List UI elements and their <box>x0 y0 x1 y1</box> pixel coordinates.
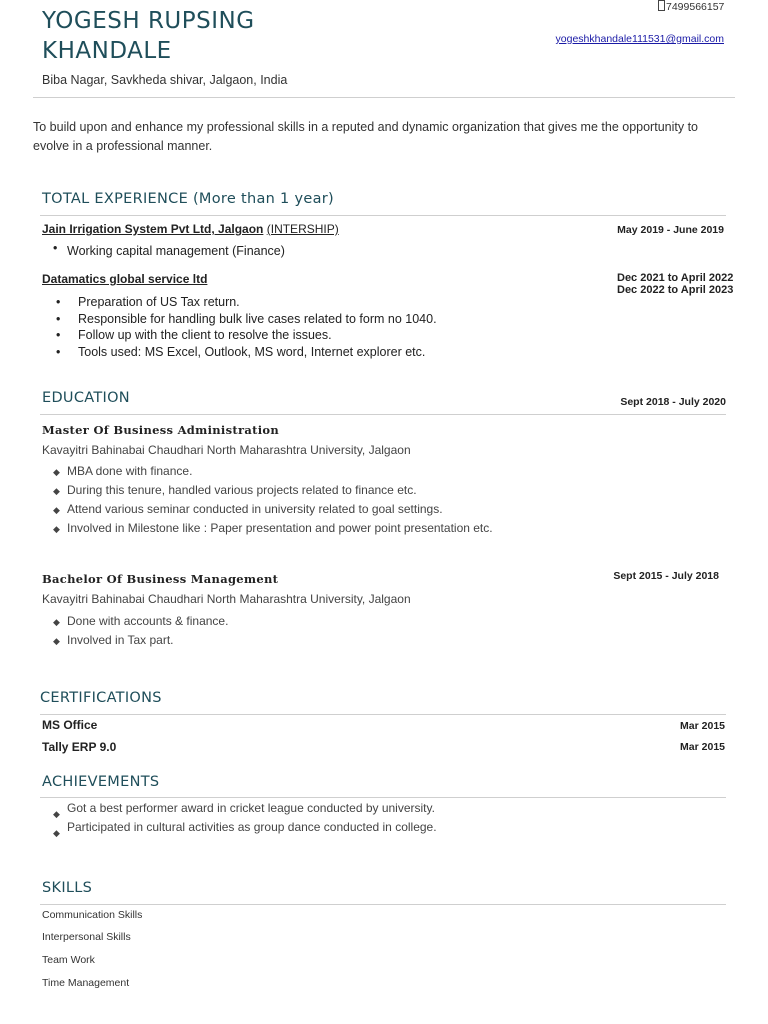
cert-1-date: Mar 2015 <box>680 720 725 732</box>
education-heading: EDUCATION <box>42 390 130 406</box>
list-item: ◆ Participated in cultural activities as group dance conducted in college. <box>53 820 437 838</box>
education-divider <box>40 414 726 415</box>
list-item: • Follow up with the client to resolve the issues. <box>56 328 332 342</box>
job-2-date-2: Dec 2022 to April 2023 <box>617 284 734 296</box>
header-divider <box>33 97 735 98</box>
skills-heading: SKILLS <box>42 880 93 896</box>
skill-item: Team Work <box>42 954 95 966</box>
edu-2-degree: Bachelor Of Business Management <box>42 572 279 586</box>
edu-2-date: Sept 2015 - July 2018 <box>613 570 719 582</box>
skill-item: Interpersonal Skills <box>42 931 131 943</box>
list-item: ◆ Involved in Milestone like : Paper presentation and power point presentation etc. <box>53 521 493 535</box>
job-1-date: May 2019 - June 2019 <box>617 224 724 236</box>
list-item: ◆ Done with accounts & finance. <box>53 614 229 628</box>
job-2-date-1: Dec 2021 to April 2022 <box>617 272 734 284</box>
achievements-divider <box>40 797 726 798</box>
edu-1-degree: Master Of Business Administration <box>42 423 280 437</box>
cert-2-date: Mar 2015 <box>680 741 725 753</box>
cert-2-name: Tally ERP 9.0 <box>42 740 117 754</box>
phone <box>658 0 724 13</box>
certifications-divider <box>40 714 726 715</box>
achievements-heading: ACHIEVEMENTS <box>42 774 160 790</box>
name-line-2: KHANDALE <box>42 38 172 64</box>
job-2-points <box>56 294 437 360</box>
edu-2-points <box>53 612 229 650</box>
email-link[interactable]: yogeshkhandale111531@gmail.com <box>555 33 724 45</box>
phone-number: 7499566157 <box>666 1 725 13</box>
objective: To build upon and enhance my professional skills in a reputed and dynamic organization that gives me the opportunity to evolve in a professional manner. <box>33 120 698 153</box>
candidate-name <box>42 6 402 66</box>
cert-1-name: MS Office <box>42 718 98 732</box>
edu-2-university: Kavayitri Bahinabai Chaudhari North Maharashtra University, Jalgaon <box>42 592 411 606</box>
skill-item: Communication Skills <box>42 909 143 921</box>
edu-1-date: Sept 2018 - July 2020 <box>620 396 726 408</box>
achievements-points <box>53 799 437 838</box>
list-item: ◆ Involved in Tax part. <box>53 633 174 647</box>
experience-divider <box>40 215 726 216</box>
experience-heading: TOTAL EXPERIENCE (More than 1 year) <box>42 191 334 207</box>
list-item: ◆ MBA done with finance. <box>53 464 193 478</box>
list-item: ◆ Attend various seminar conducted in university related to goal settings. <box>53 502 443 516</box>
list-item: • Responsible for handling bulk live cases related to form no 1040. <box>56 311 437 326</box>
certifications-heading: CERTIFICATIONS <box>40 690 162 706</box>
list-item: ◆ During this tenure, handled various projects related to finance etc. <box>53 483 417 497</box>
list-item: ◆ Got a best performer award in cricket league conducted by university. <box>53 801 435 819</box>
address: Biba Nagar, Savkheda shivar, Jalgaon, India <box>42 73 288 87</box>
job-2-company-name: Datamatics global service ltd <box>42 272 208 286</box>
job-1-points <box>53 241 285 260</box>
job-1-type: (INTERSHIP) <box>266 222 339 236</box>
phone-icon <box>658 0 665 11</box>
job-2-company <box>42 272 207 286</box>
list-item: • Tools used: MS Excel, Outlook, MS word, Internet explorer etc. <box>56 344 426 359</box>
job-1-company <box>42 222 339 236</box>
skill-item: Time Management <box>42 977 130 989</box>
edu-1-points <box>53 462 493 538</box>
job-1-company-name: Jain Irrigation System Pvt Ltd, Jalgaon <box>42 222 264 236</box>
list-item: • Working capital management (Finance) <box>53 241 285 258</box>
list-item: • Preparation of US Tax return. <box>56 295 240 309</box>
skills-divider <box>40 904 726 905</box>
edu-1-university: Kavayitri Bahinabai Chaudhari North Maharashtra University, Jalgaon <box>42 443 411 457</box>
name-line-1: YOGESH RUPSING <box>42 8 255 34</box>
